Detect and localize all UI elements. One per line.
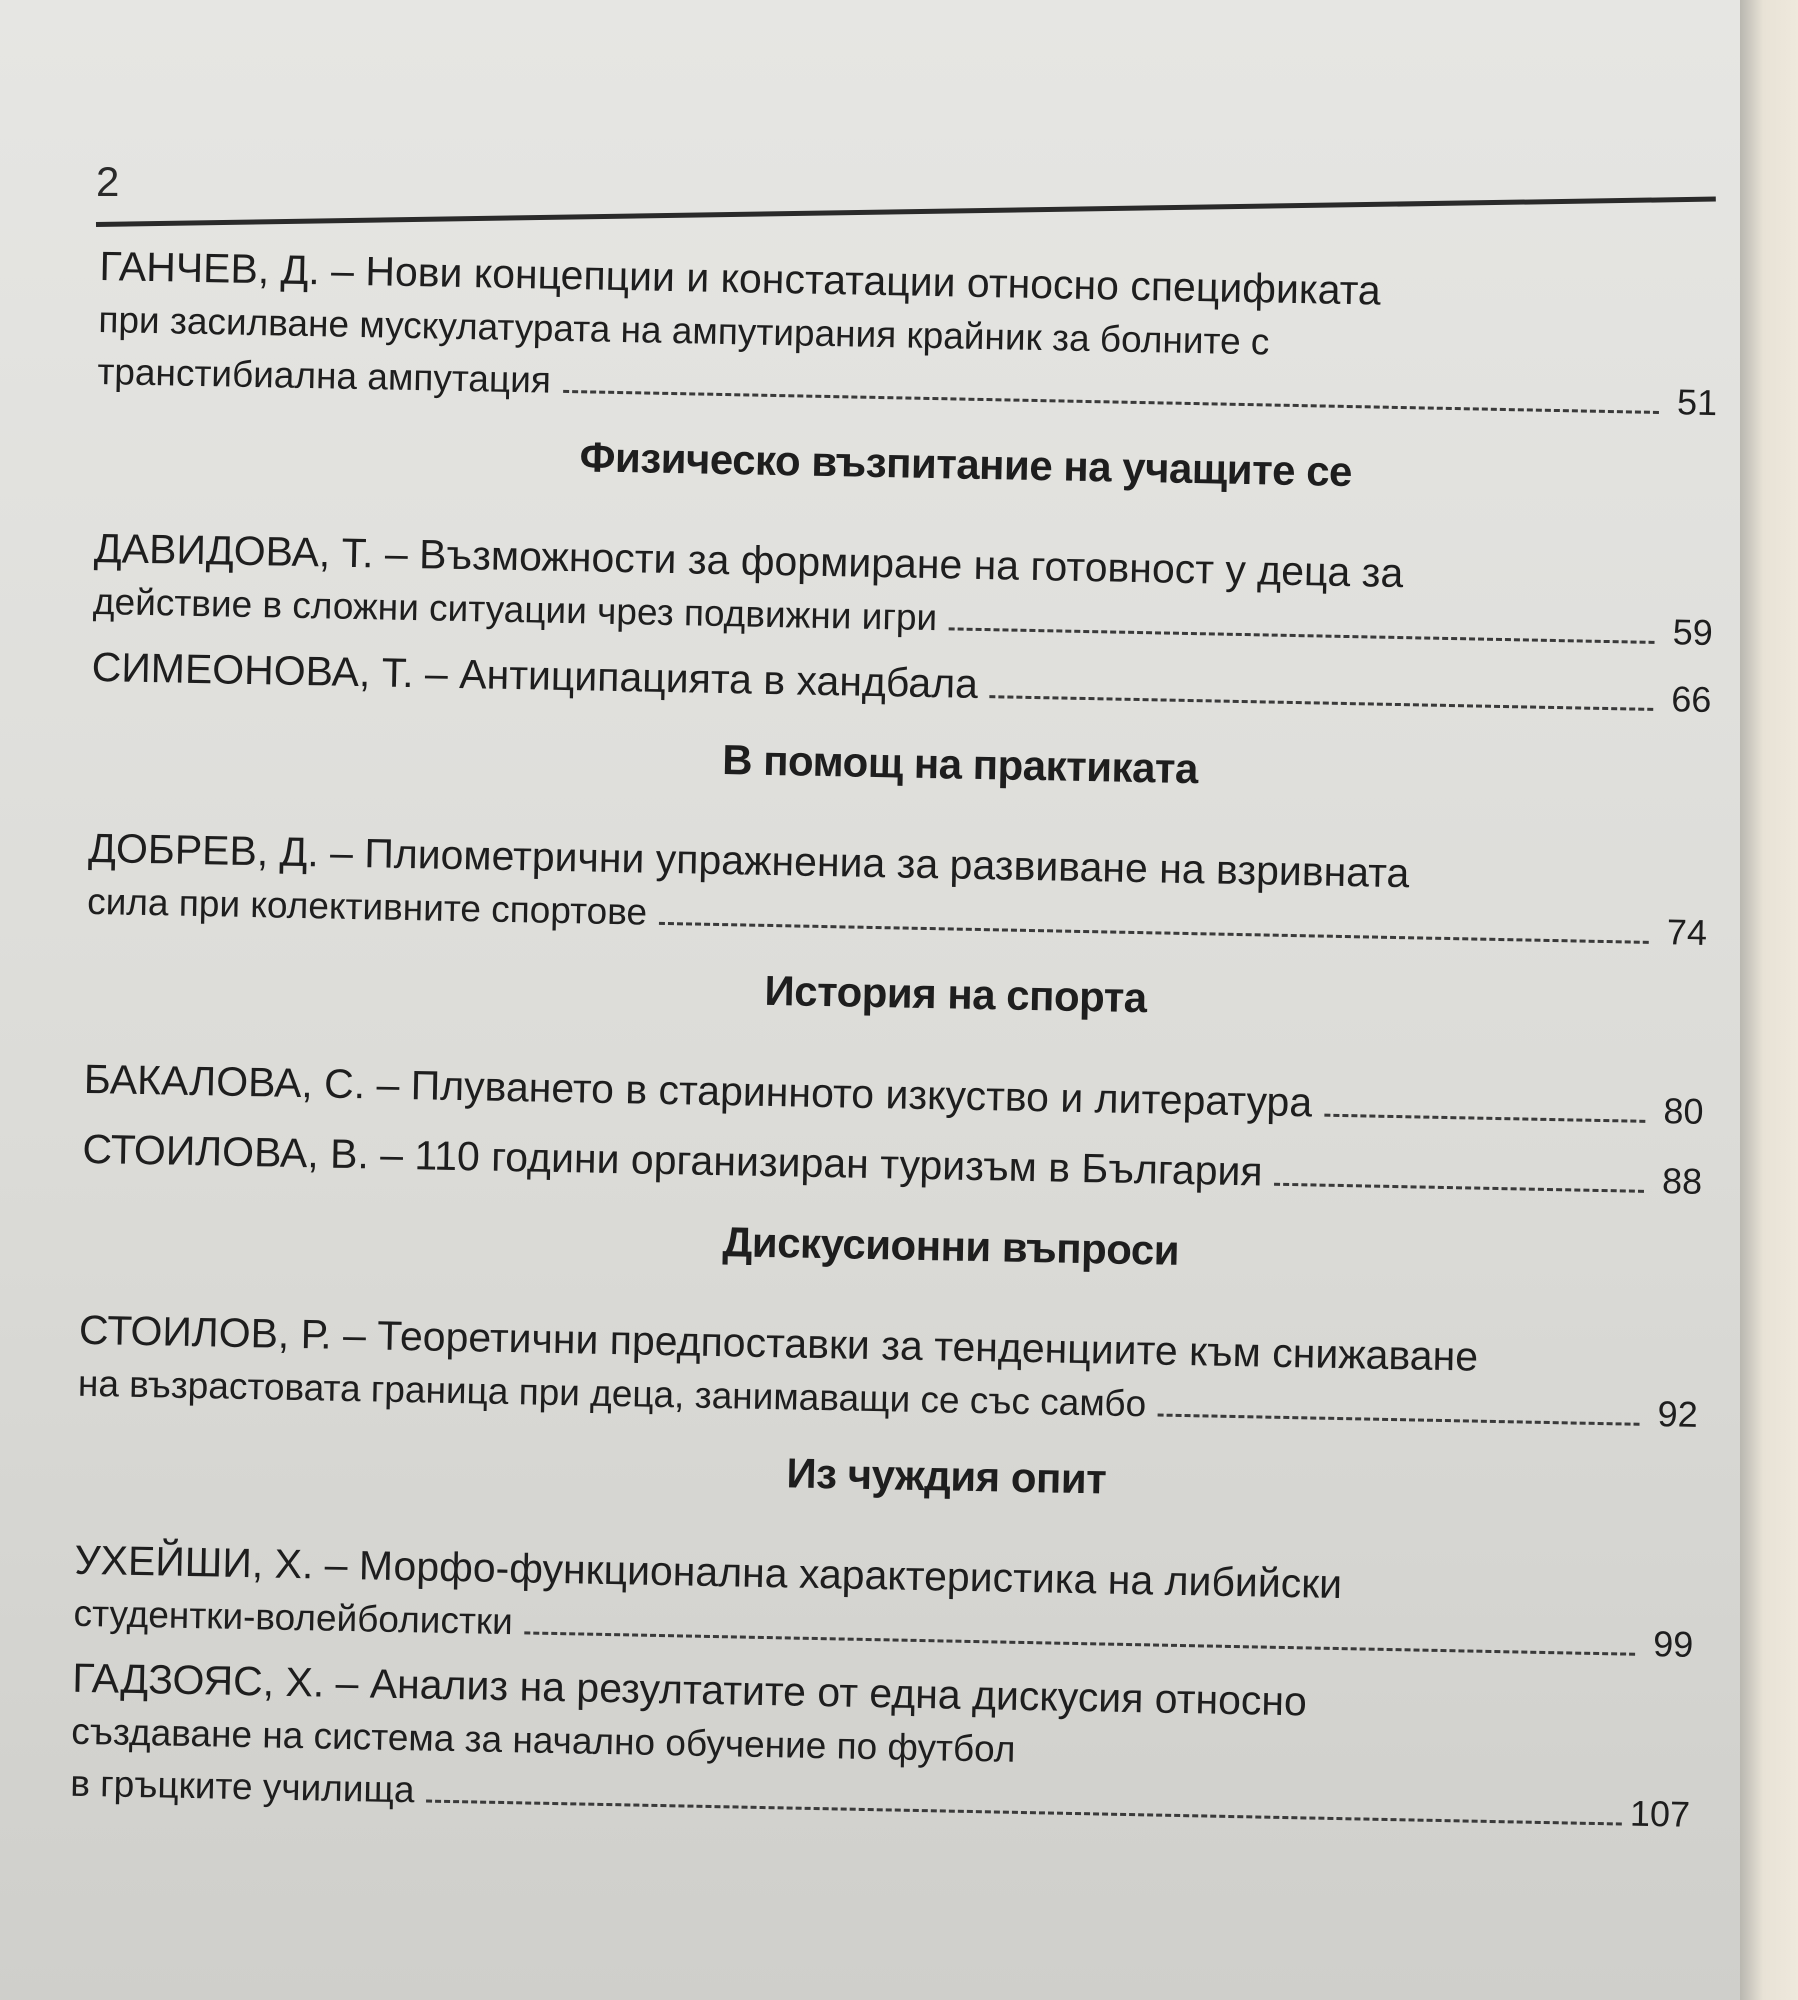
page-number: 2	[96, 158, 120, 205]
toc-entry	[93, 520, 1715, 659]
toc-entry	[87, 820, 1709, 959]
section-title: История на спорта	[764, 966, 1148, 1022]
entry-last-text: на възрастовата граница при деца, занимаващи се със самбо	[77, 1362, 1147, 1425]
dot-leader	[949, 627, 1655, 644]
entry-last-text: студентки-волейболистки	[73, 1592, 514, 1643]
entry-last-text: сила при колективните спортове	[86, 880, 648, 933]
dot-leader	[990, 695, 1654, 711]
next-page-edge	[1740, 0, 1798, 2000]
entry-page-number: 80	[1663, 1090, 1704, 1132]
header-rule	[96, 197, 1716, 227]
entry-continuation-line: създаване на система за начално обучение по футбол	[70, 1710, 1016, 1770]
dot-leader	[563, 390, 1659, 414]
section-title: Физическо възпитание на учащите се	[579, 433, 1353, 496]
section-title: В помощ на практиката	[721, 736, 1199, 793]
entry-last-text: СТОИЛОВА, В. – 110 години организиран туризъм в България	[82, 1125, 1264, 1195]
entry-heading-line: ДАВИДОВА, Т. – Възможности за формиране на готовност у деца за	[93, 524, 1404, 597]
entry-page-number: 92	[1657, 1393, 1699, 1435]
entry-last-text: БАКАЛОВА, С. – Плуването в старинното изкуство и литература	[83, 1055, 1313, 1126]
entry-heading-line: ДОБРЕВ, Д. – Плиометрични упражнениа за развиване на взривната	[87, 824, 1410, 897]
entry-heading-line: СТОИЛОВ, Р. – Теоретични предпоставки за тенденциите към снижаване	[78, 1306, 1479, 1380]
entry-last-text: транстибиална ампутация	[97, 350, 552, 401]
entry-heading-line: УХЕЙШИ, Х. – Морфо-функционална характеристика на либийски	[74, 1536, 1343, 1608]
dot-leader	[1274, 1183, 1644, 1193]
entry-page-number: 66	[1671, 678, 1712, 721]
entry-last-text: действие в сложни ситуации чрез подвижни игри	[92, 580, 938, 639]
entry-page-number: 88	[1661, 1160, 1703, 1202]
entry-page-number: 99	[1652, 1623, 1694, 1665]
entry-page-number: 51	[1676, 381, 1718, 424]
entry-page-number: 59	[1672, 611, 1714, 654]
toc-entry	[73, 1532, 1695, 1671]
entry-page-number: 107	[1629, 1792, 1691, 1835]
entry-continuation-line: при засилване мускулатурата на ампутирания крайник за болните с	[98, 298, 1270, 363]
dot-leader	[659, 922, 1649, 944]
toc-entry	[70, 1650, 1693, 1841]
entry-page-number: 74	[1666, 911, 1708, 953]
dot-leader	[1324, 1114, 1645, 1123]
dot-leader	[524, 1631, 1635, 1655]
toc-entry	[97, 238, 1720, 429]
entry-last-text: в гръцките училища	[69, 1762, 415, 1811]
entry-heading-line: ГАНЧЕВ, Д. – Нови концепции и констатации относно спецификата	[99, 242, 1382, 314]
toc-entry	[78, 1302, 1700, 1441]
entry-heading-line: ГАДЗОЯС, Х. – Анализ на резултатите от една дискусия относно	[71, 1654, 1308, 1725]
table-of-contents	[70, 238, 1720, 1851]
dot-leader	[426, 1800, 1621, 1826]
dot-leader	[1158, 1414, 1640, 1426]
entry-last-text: СИМЕОНОВА, Т. – Антиципацията в хандбала	[91, 643, 979, 707]
section-title: Дискусионни въпроси	[722, 1218, 1180, 1274]
section-title: Из чуждия опит	[786, 1449, 1107, 1503]
